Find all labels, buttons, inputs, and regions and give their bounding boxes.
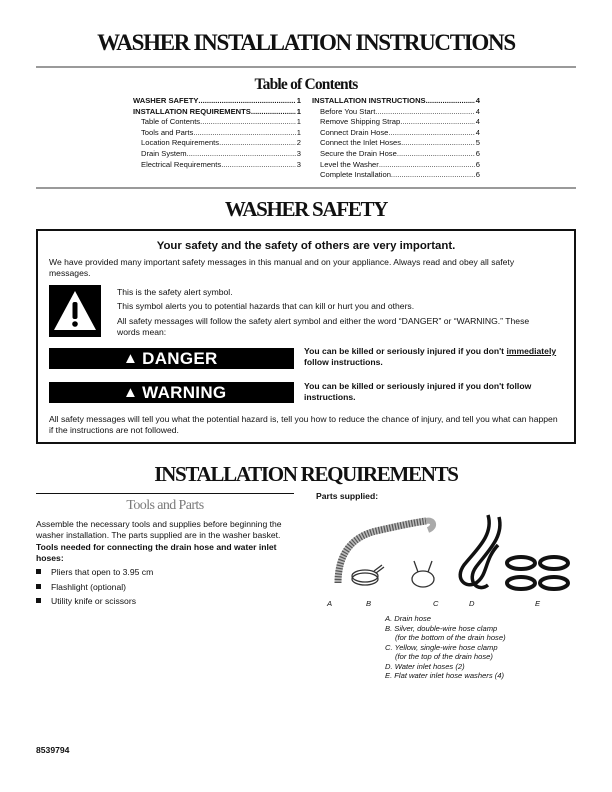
toc-entry-label: Drain System — [141, 148, 187, 158]
bullet-square-icon — [36, 598, 41, 603]
toc-entry[interactable] — [312, 170, 480, 181]
tools-parts-subtitle: Tools and Parts — [126, 498, 204, 513]
tool-item-label: Pliers that open to 3.95 cm — [51, 567, 154, 577]
toc-entry[interactable] — [133, 149, 301, 160]
toc-entry[interactable] — [312, 96, 480, 107]
toc-entry-page: 1 — [296, 117, 301, 127]
toc-entry-label: Before You Start — [320, 106, 376, 116]
parts-caption — [385, 614, 506, 681]
tool-item — [36, 594, 153, 609]
document-number: 8539794 — [36, 745, 70, 755]
tool-item — [36, 565, 153, 580]
toc-entry-page: 4 — [475, 96, 480, 105]
title-divider — [36, 66, 576, 68]
toc-entry-page: 1 — [296, 127, 301, 137]
toc-entry-page: 4 — [475, 106, 480, 116]
safety-alert-icon — [49, 285, 101, 337]
toc-leader-dots — [198, 96, 295, 107]
toc-entry[interactable] — [312, 117, 480, 128]
toc-entry-label: Remove Shipping Strap — [320, 117, 401, 127]
toc-entry[interactable] — [133, 117, 301, 128]
danger-text-emphasis: immediately — [506, 346, 557, 356]
danger-text-b: follow instructions. — [304, 357, 383, 367]
toc-entry-label: Location Requirements — [141, 138, 220, 148]
toc-entry-page: 1 — [296, 106, 301, 116]
toc-entry-page: 1 — [296, 96, 301, 105]
toc-entry-label: INSTALLATION REQUIREMENTS — [133, 106, 251, 116]
toc-divider — [36, 187, 576, 189]
toc-entry[interactable] — [312, 107, 480, 118]
safety-intro: We have provided many important safety messages in this manual and on your appliance. Always read and obey all safety messages. — [49, 257, 515, 278]
toc-title: Table of Contents — [254, 76, 358, 93]
requirements-left-rule — [36, 493, 294, 494]
tool-item — [36, 580, 153, 595]
toc-entry-label: Table of Contents — [141, 117, 201, 127]
warning-triangle-icon: ▲ — [123, 384, 139, 401]
toc-entry-label: WASHER SAFETY — [133, 96, 199, 105]
tool-item-label: Utility knife or scissors — [51, 596, 136, 606]
toc-leader-dots — [400, 117, 475, 128]
part-letter-b: B — [366, 599, 372, 608]
parts-caption-line: A. Drain hose — [385, 614, 432, 623]
warning-label: WARNING — [142, 382, 227, 402]
tools-heading: Tools needed for connecting the drain hose and water inlet hoses: — [36, 542, 277, 563]
toc-leader-dots — [426, 96, 475, 107]
parts-illustration — [316, 505, 576, 600]
toc-leader-dots — [379, 160, 475, 171]
document-title: WASHER INSTALLATION INSTRUCTIONS — [97, 30, 515, 55]
toc-entry[interactable] — [312, 128, 480, 139]
bullet-square-icon — [36, 569, 41, 574]
toc-entry-page: 4 — [475, 117, 480, 127]
toc-entry[interactable] — [133, 160, 301, 171]
toc-entry-label: Level the Washer — [320, 159, 379, 169]
toc-entry[interactable] — [312, 160, 480, 171]
parts-caption-line: C. Yellow, single-wire hose clamp — [385, 642, 498, 652]
double-wire-clamp-icon — [352, 565, 384, 585]
toc-entry-label: Tools and Parts — [141, 127, 194, 137]
danger-text — [304, 346, 566, 368]
warning-text: You can be killed or seriously injured if you don't follow instructions. — [304, 381, 532, 402]
toc-leader-dots — [388, 128, 474, 139]
toc-entry[interactable] — [312, 149, 480, 160]
toc-entry-page: 6 — [475, 159, 480, 169]
part-letter-e: E — [535, 599, 541, 608]
alert-symbol-line: This is the safety alert symbol. — [117, 287, 233, 297]
toc-leader-dots — [375, 107, 474, 118]
toc-leader-dots — [221, 160, 296, 171]
parts-caption-line: D. Water inlet hoses (2) — [385, 661, 465, 671]
parts-caption-line: E. Flat water inlet hose washers (4) — [385, 671, 505, 680]
bullet-square-icon — [36, 584, 41, 589]
toc-entry[interactable] — [133, 128, 301, 139]
toc-entry[interactable] — [133, 138, 301, 149]
toc-entry-page: 6 — [475, 148, 480, 158]
danger-label: DANGER — [142, 348, 218, 368]
hose-washers-icon — [507, 557, 568, 589]
toc-entry[interactable] — [133, 96, 301, 107]
toc-entry-label: Connect the Inlet Hoses — [320, 138, 402, 148]
parts-caption-line: (for the top of the drain hose) — [395, 652, 493, 661]
requirements-intro: Assemble the necessary tools and supplies before beginning the washer installation. The parts supplied are in the washer basket. — [36, 519, 282, 540]
toc-entry-page: 4 — [475, 127, 480, 137]
toc-leader-dots — [219, 138, 296, 149]
alert-hazard-line: This symbol alerts you to potential hazards that can kill or hurt you and others. — [117, 301, 415, 311]
toc-entry-page: 5 — [475, 138, 480, 148]
toc-leader-dots — [187, 149, 296, 160]
requirements-section-title: INSTALLATION REQUIREMENTS — [154, 462, 458, 486]
parts-heading: Parts supplied: — [316, 491, 379, 501]
parts-caption-line: (for the bottom of the drain hose) — [395, 633, 506, 642]
safety-heading: Your safety and the safety of others are very important. — [156, 240, 456, 252]
toc-leader-dots — [391, 170, 475, 181]
danger-text-a: You can be killed or seriously injured if you don't — [304, 346, 507, 356]
toc-right-column — [312, 96, 480, 181]
part-letter-d: D — [469, 599, 475, 608]
part-letter-c: C — [433, 599, 439, 608]
tool-item-label: Flashlight (optional) — [51, 581, 126, 592]
tools-list — [36, 565, 153, 609]
alert-words-line: All safety messages will follow the safety alert symbol and either the word “DANGER” or “WARNING.” These words mean: — [117, 316, 530, 337]
toc-left-column — [133, 96, 301, 170]
warning-signal — [49, 382, 294, 403]
parts-caption-line: B. Silver, double-wire hose clamp — [385, 623, 498, 633]
toc-entry-label: Secure the Drain Hose — [320, 148, 397, 158]
toc-leader-dots — [200, 117, 296, 128]
toc-entry-page: 6 — [475, 170, 480, 180]
inlet-hoses-icon — [460, 515, 500, 588]
safety-section-title: WASHER SAFETY — [224, 197, 388, 221]
part-letter-a: A — [327, 599, 333, 608]
toc-entry-page: 2 — [296, 138, 301, 148]
toc-entry-label: Connect Drain Hose — [320, 127, 389, 137]
toc-leader-dots — [397, 149, 475, 160]
toc-entry-label: Electrical Requirements — [141, 159, 222, 169]
warning-triangle-icon: ▲ — [123, 350, 139, 367]
toc-leader-dots — [251, 107, 296, 118]
toc-entry-page: 3 — [296, 148, 301, 158]
toc-entry[interactable] — [133, 107, 301, 118]
toc-entry-page: 3 — [296, 159, 301, 169]
danger-signal — [49, 348, 294, 369]
toc-entry[interactable] — [312, 138, 480, 149]
toc-entry-label: INSTALLATION INSTRUCTIONS — [312, 96, 426, 105]
toc-leader-dots — [193, 128, 295, 139]
toc-entry-label: Complete Installation — [320, 170, 391, 180]
safety-footer: All safety messages will tell you what the potential hazard is, tell you how to reduce the chance of injury, and tell you what can happen if the instructions are not followed. — [49, 414, 558, 435]
toc-leader-dots — [401, 138, 475, 149]
single-wire-clamp-icon — [412, 561, 434, 587]
safety-box — [36, 229, 576, 444]
